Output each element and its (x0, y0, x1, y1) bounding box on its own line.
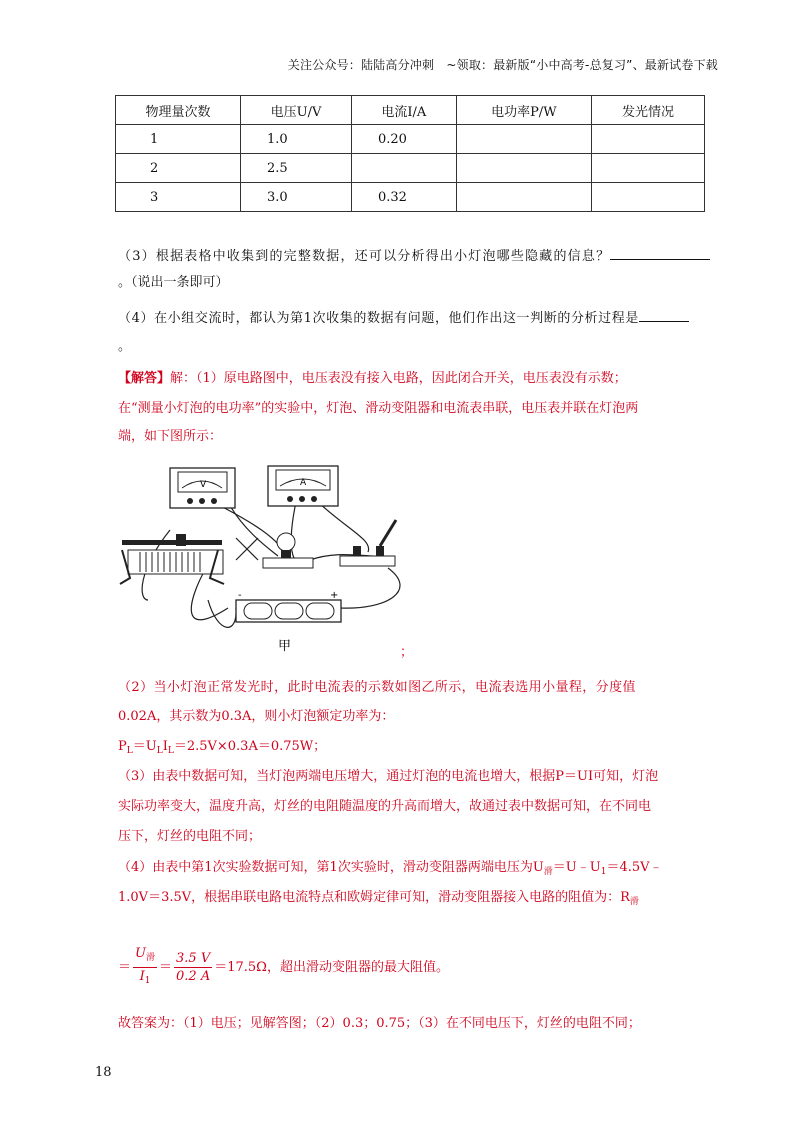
table-header-cell: 电功率P/W (456, 96, 591, 125)
table-cell: 3 (116, 183, 241, 212)
table-cell (591, 125, 704, 154)
formula-sub: 滑 (543, 867, 553, 877)
table-row (116, 154, 705, 183)
table-header-cell: 电压U/V (241, 96, 352, 125)
formula-part: 1.0V＝3.5V，根据串联电路电流特点和欧姆定律可知，滑动变阻器接入电路的阻值为：R (118, 890, 630, 905)
svg-text:+: + (330, 590, 339, 601)
answer-tag: 【解答】 (118, 371, 171, 386)
page-number: 18 (95, 1065, 112, 1080)
resistance-formula (118, 945, 449, 990)
table-header-row (116, 96, 705, 125)
table-cell: 0.32 (351, 183, 456, 212)
table-header-cell: 电流I/A (351, 96, 456, 125)
formula-part: ＝4.5V﹣ (606, 860, 663, 875)
answer-text: 解：（1）原电路图中，电压表没有接入电路，因此闭合开关，电压表没有示数； (170, 371, 627, 386)
formula-sub: 滑 (145, 953, 155, 963)
answer-part-2: （2）当小灯泡正常发光时，此时电流表的示数如图乙所示，电流表选用小量程，分度值 (118, 680, 636, 695)
formula-sub: L (156, 746, 163, 756)
formula-part: （4）由表中第1次实验数据可知，第1次实验时，滑动变阻器两端电压为U (118, 860, 544, 875)
answer-part-1 (118, 369, 627, 389)
question-4-text: （4）在小组交流时，都认为第1次收集的数据有问题，他们作出这一判断的分析过程是 (118, 311, 639, 326)
table-cell (591, 183, 704, 212)
formula-sub: 滑 (629, 897, 639, 907)
formula-sub: L (126, 746, 133, 756)
table-cell (456, 154, 591, 183)
formula-part: ＝17.5Ω，超出滑动变阻器的最大阻值。 (214, 960, 449, 975)
voltmeter-label: V (200, 480, 207, 490)
power-formula (118, 737, 326, 761)
table-header-cell: 物理量次数 (116, 96, 241, 125)
table-cell: 2.5 (241, 154, 352, 183)
fraction (133, 945, 157, 990)
answer-blank (639, 307, 689, 322)
fraction-numerator: U (135, 946, 146, 961)
table-row (116, 125, 705, 154)
figure-after: ； (400, 645, 414, 660)
question-4 (118, 307, 689, 329)
formula-part: P (118, 739, 127, 754)
question-3 (118, 245, 710, 267)
formula-sub: 1 (600, 867, 607, 877)
data-table (115, 95, 705, 212)
answer-part-4 (118, 858, 663, 882)
answer-part-3: （3）由表中数据可知，当灯泡两端电压增大，通过灯泡的电流也增大，根据P＝UI可知，灯泡 (118, 769, 659, 784)
answer-line: 实际功率变大，温度升高，灯丝的电阻随温度的升高而增大，故通过表中数据可知，在不同电 (118, 799, 652, 814)
answer-line: 压下，灯丝的电阻不同； (118, 829, 262, 844)
table-cell: 1.0 (241, 125, 352, 154)
formula-sub: L (167, 746, 174, 756)
fraction-denominator: I (139, 969, 145, 984)
final-answer: 故答案为：（1）电压；见解答图；（2）0.3；0.75；（3）在不同电压下，灯丝的电阻不同； (118, 1016, 641, 1031)
answer-line (118, 888, 639, 912)
fraction (174, 950, 212, 985)
table-cell (351, 154, 456, 183)
answer-line: 在“测量小灯泡的电功率”的实验中，灯泡、滑动变阻器和电流表串联，电压表并联在灯泡两 (118, 401, 639, 416)
table-row (116, 183, 705, 212)
answer-line: 0.02A，其示数为0.3A，则小灯泡额定功率为： (118, 709, 395, 724)
page-header: 关注公众号：陆陆高分冲刺 ~领取：最新版“小中高考-总复习”、最新试卷下载 (287, 58, 718, 72)
circuit-diagram (118, 460, 418, 660)
table-header-cell: 发光情况 (591, 96, 704, 125)
formula-part: ＝ (118, 960, 132, 975)
table-cell: 3.0 (241, 183, 352, 212)
formula-sub: 1 (144, 976, 151, 986)
table-cell: 1 (116, 125, 241, 154)
table-cell: 0.20 (351, 125, 456, 154)
formula-part: ＝ (159, 960, 173, 975)
table-cell (456, 183, 591, 212)
svg-text:-: - (238, 590, 242, 601)
formula-part: ＝U﹣U (552, 860, 601, 875)
ammeter-icon (268, 466, 338, 506)
fraction-denominator: 0.2 A (176, 969, 211, 984)
answer-blank (610, 245, 710, 260)
formula-part: ＝U (132, 739, 157, 754)
fraction-numerator: 3.5 V (176, 951, 211, 966)
table-cell: 2 (116, 154, 241, 183)
battery-icon (236, 590, 341, 622)
formula-part: ＝2.5V×0.3A＝0.75W； (173, 739, 327, 754)
voltmeter-icon (170, 468, 235, 508)
ammeter-label: A (300, 478, 307, 488)
question-3-cont: 。（说出一条即可） (118, 275, 229, 290)
table-cell (456, 125, 591, 154)
formula-part: I (162, 739, 168, 754)
question-4-cont: 。 (118, 339, 132, 354)
figure-caption: 甲 (278, 639, 292, 654)
rheostat-icon (120, 534, 224, 584)
question-3-text: （3）根据表格中收集到的完整数据，还可以分析得出小灯泡哪些隐藏的信息？ (118, 249, 611, 264)
answer-line: 端，如下图所示： (118, 429, 223, 444)
table-cell (591, 154, 704, 183)
